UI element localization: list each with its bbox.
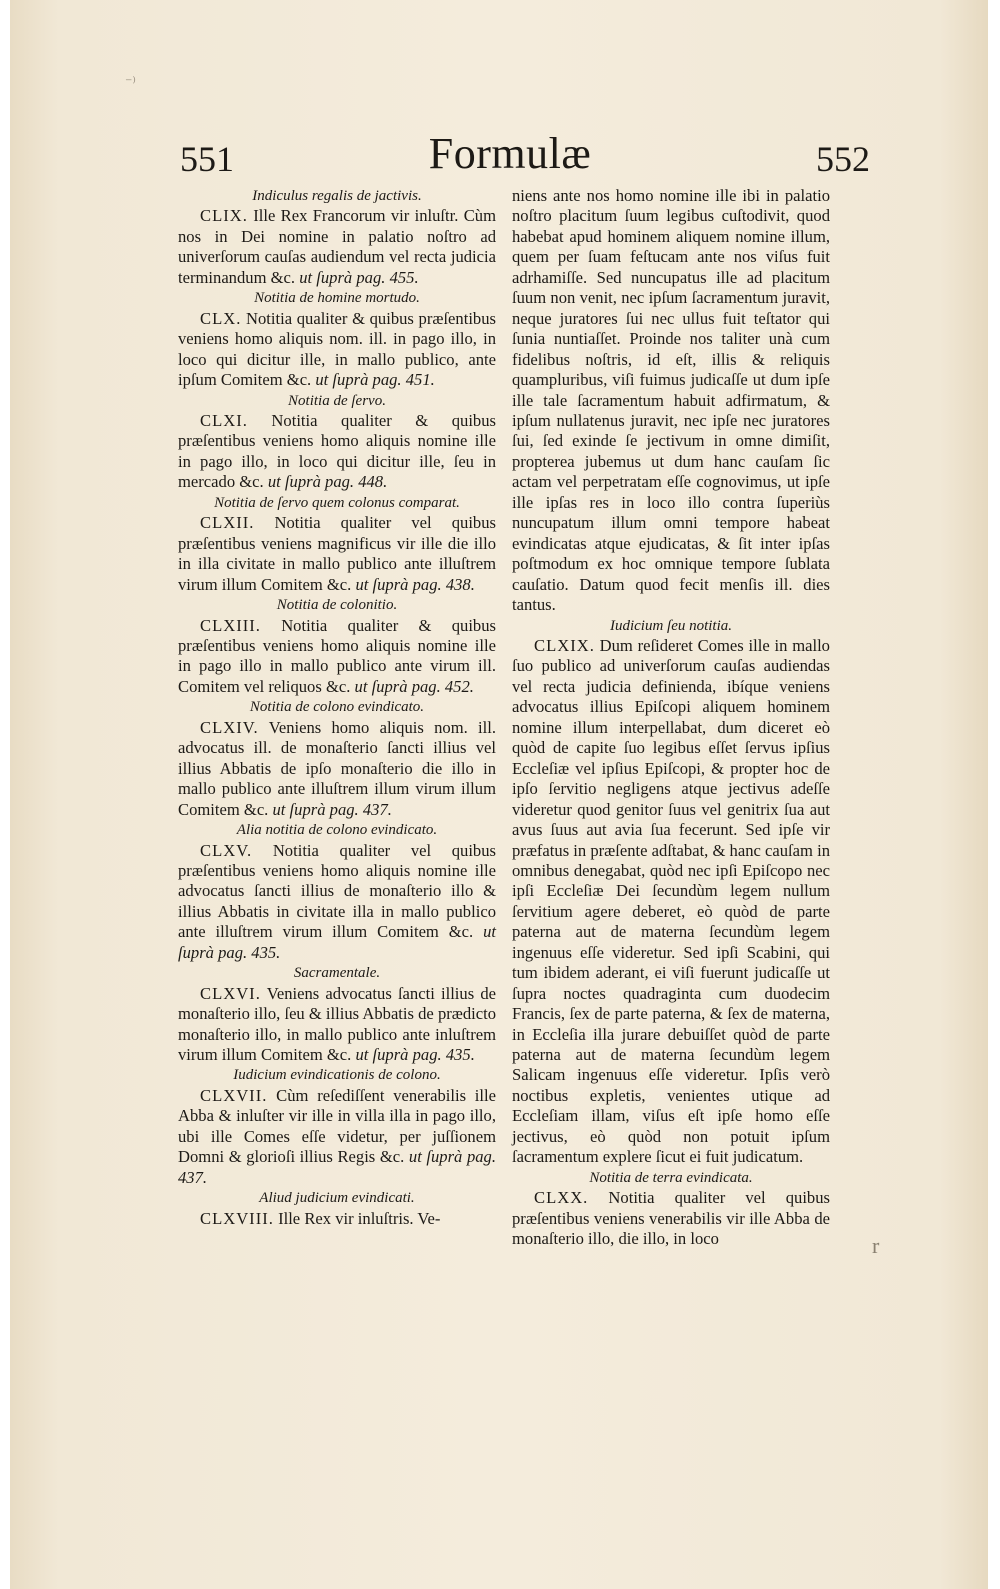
formula-heading: Notitia de colono evindicato. [249,699,425,716]
formula-heading: Alia notitia de colono evindicato. [236,822,438,839]
formula-text: Notitia qualiter vel quibus præſentibus veniens homo aliquis nomine ille advocatus ſancti illius de monaſterio illo & illius Abbatis in civitate illa in mallo publico ante illuſtrem virum illum Comitem &c. [178,840,496,942]
right-column [512,186,830,1250]
book-page [10,0,988,1589]
formula-entry [178,206,496,288]
formula-text: Notitia qualiter & quibus præſentibus veniens homo aliquis nom. ill. in pago illo, in loco qui dicitur ille, in mallo publico, ante ipſum Comitem &c. [178,308,496,390]
cross-reference: ut ſuprà pag. 437. [272,799,392,819]
formula-text: Notitia qualiter & quibus præſentibus veniens homo aliquis nomine ille in pago illo, in loco qui dicitur ille, ſeu in mercado &c. [178,410,496,492]
formula-heading: Notitia de homine mortudo. [254,290,420,307]
formula-number: CLXV. [200,840,253,860]
formula-number: CLXIII. [200,615,261,635]
formula-text: Veniens advocatus ſancti illius de monaſterio illo, ſeu & illius Abbatis de prædicto monaſterio illo, in mallo publico ante inluſtrem virum illum Comitem &c. [178,983,497,1065]
formula-number: CLXX. [534,1188,589,1208]
formula-heading: Aliud judicium evindicati. [259,1190,415,1207]
formula-text: Notitia qualiter vel quibus præſentibus veniens magnificus vir ille die illo in illa civitate in mallo publico ante illuſtrem virum illum Comitem &c. [178,513,496,594]
formula-entry [178,309,496,391]
formula-text: Notitia qualiter & quibus præſentibus veniens homo aliquis nomine ille in pago illo in mallo publico ante virum ill. Comitem vel reliquos &c. [178,615,496,696]
formula-heading: Indiculus regalis de jactivis. [252,188,422,204]
cross-reference: ut ſuprà pag. 455. [299,267,419,287]
formula-heading: Notitia de terra evindicata. [589,1169,753,1186]
formula-number: CLXVIII. [200,1208,274,1228]
formula-heading: Notitia de ſervo. [288,392,386,409]
formula-text: Ille Rex Francorum vir inluſtr. Cùm nos in Dei nomine in palatio noſtro ad univerſorum cauſas audiendum vel recta judicia terminandum &c. [178,206,496,287]
formula-entry [512,1188,830,1249]
cross-reference: ut ſuprà pag. 452. [354,676,474,696]
formula-entry [178,841,496,964]
page-header [170,128,870,188]
formula-number: CLX. [200,308,242,328]
cross-reference: ut ſuprà pag. 435. [178,922,496,962]
running-title: Formulæ [428,129,592,178]
formula-entry [178,984,496,1066]
formula-heading: Iudicium ſeu notitia. [609,617,733,634]
cross-reference: ut ſuprà pag. 451. [315,370,435,390]
cross-reference: ut ſuprà pag. 435. [355,1045,475,1065]
formula-entry [512,636,830,1168]
formula-number: CLXIX. [534,635,595,655]
cross-reference: ut ſuprà pag. 448. [267,472,388,492]
page-number-left: 551 [180,139,234,179]
formula-entry [178,411,496,493]
formula-entry [178,1209,496,1229]
formula-number: CLIX. [200,206,248,226]
formula-heading: Notitia de colonitio. [276,597,398,614]
formula-heading: Iudicium evindicationis de colono. [233,1067,441,1084]
formula-entry [178,1086,496,1188]
ink-mark: ⁻⁾ [125,76,136,91]
page-number-right: 552 [816,139,870,179]
formula-number: CLXVII. [200,1085,268,1105]
formula-text: Ille Rex vir inluſtris. Ve- [278,1208,441,1228]
formula-number: CLXII. [200,513,255,533]
formula-text: Veniens homo aliquis nom. ill. advocatus ill. de monaſterio ſancti illius vel illius Abbatis de ipſo monaſterio die illo in mallo publico ante illuſtrem illum virum illum Comitem &c. [178,717,496,819]
formula-text: Cùm reſediſſent venerabilis ille Abba & inluſter vir ille in villa illa in pago illo, ubi ille Comes eſſe videtur, per juſſionem Domni & glorioſi illius Regis &c. [178,1085,496,1167]
formula-text: Notitia qualiter vel quibus præſentibus veniens venerabilis vir ille Abba de monaſterio illo, die illo, in loco [512,1188,830,1249]
formula-number: CLXI. [200,410,248,430]
formula-entry [178,616,496,698]
ink-mark: r [872,1233,880,1258]
formula-text: niens ante nos homo nomine ille ibi in palatio noſtro placitum ſuum legibus cuſtodivit, quod habebat apud hominem aliquem nomine illum, quem per ſuam feſtucam ante nos viſus fuit adrhamiſſe. Sed nuncupatus ille ad placitum ſuum non venit, nec ipſum ſacramentum juravit, neque juratores ſui nec ullus fuit teſtator qui ſunia nuntiaſſet. Proinde nos taliter unà cum fidelibus noſtris, id eſt, illis & reliquis quampluribus, viſi fuimus judicaſſe ut dum ipſe ille tale ſacramentum habuit adfirmatum, & ipſum nullatenus juravit, nec ipſe nec juratores ſui, ſed exinde ſe jectivum in omne dimiſit, propterea jubemus ut dum hanc cauſam ſic actam vel perpetratam eſſe cognovimus, ut ipſe ille ipſas res in loco illo contra ſuperiùs nuncupatum illum omni tempore habeat evindicatas atque ejudicatas, & ſit inter ipſas poſtmodum ex hoc omnique tempore ſublata cauſatio. Datum quod fecit menſis ill. dies tantus. [512,186,830,615]
formula-heading: Notitia de ſervo quem colonus comparat. [214,494,460,511]
cross-reference: ut ſuprà pag. 437. [178,1147,496,1187]
formula-text: Dum reſideret Comes ille in mallo ſuo publico ad univerſorum cauſas audiendas vel recta judicia definienda, ibíque veniens advocatus illius Epiſcopi aliquem hominem nomine illum interpellabat, dum diceret eò quòd de capite ſuo legibus eſſet ſervus ipſius Eccleſiæ vel ipſius Epiſcopi, & propter hoc de ipſo ſervitio negligens atque jectivus adeſſe videretur quod genitor ſuus vel genitrix ſua aut avus ſuus aut avia ſua fecerunt. Sed ipſe vir præfatus in præſente adſtabat, & hanc cauſam in omnibus denegabat, quòd nec ipſi Epiſcopo nec ipſi Eccleſiæ Dei ſecundùm legem nullum ſervitium agere deberet, eò quòd de parte paterna aut de materna ſecundùm legem ingenuus eſſe videretur. Sed ipſi Scabini, qui tum ibidem aderant, ei viſi fuerunt judicaſſe ut ſupra noctes quadraginta cum duodecim Francis, ſex de parte paterna, & ſex de materna, in Eccleſia illa jurare debuiſſet quòd de parte paterna aut de materna ſecundùm legem Salicam ingenuus eſſe videretur. Ipſis verò noctibus expletis, venientes utique ad Eccleſiam illam, viſus eſt ipſe homo eſſe jectivus, eò quòd non potuit ipſum ſacramentum explere ſicut ei fuit judicatum. [512,635,830,1167]
formula-entry [178,718,496,820]
cross-reference: ut ſuprà pag. 438. [355,574,475,594]
formula-entry [178,513,496,595]
left-column [178,186,496,1229]
formula-heading: Sacramentale. [293,965,381,982]
formula-number: CLXIV. [200,717,259,737]
formula-number: CLXVI. [200,983,261,1003]
